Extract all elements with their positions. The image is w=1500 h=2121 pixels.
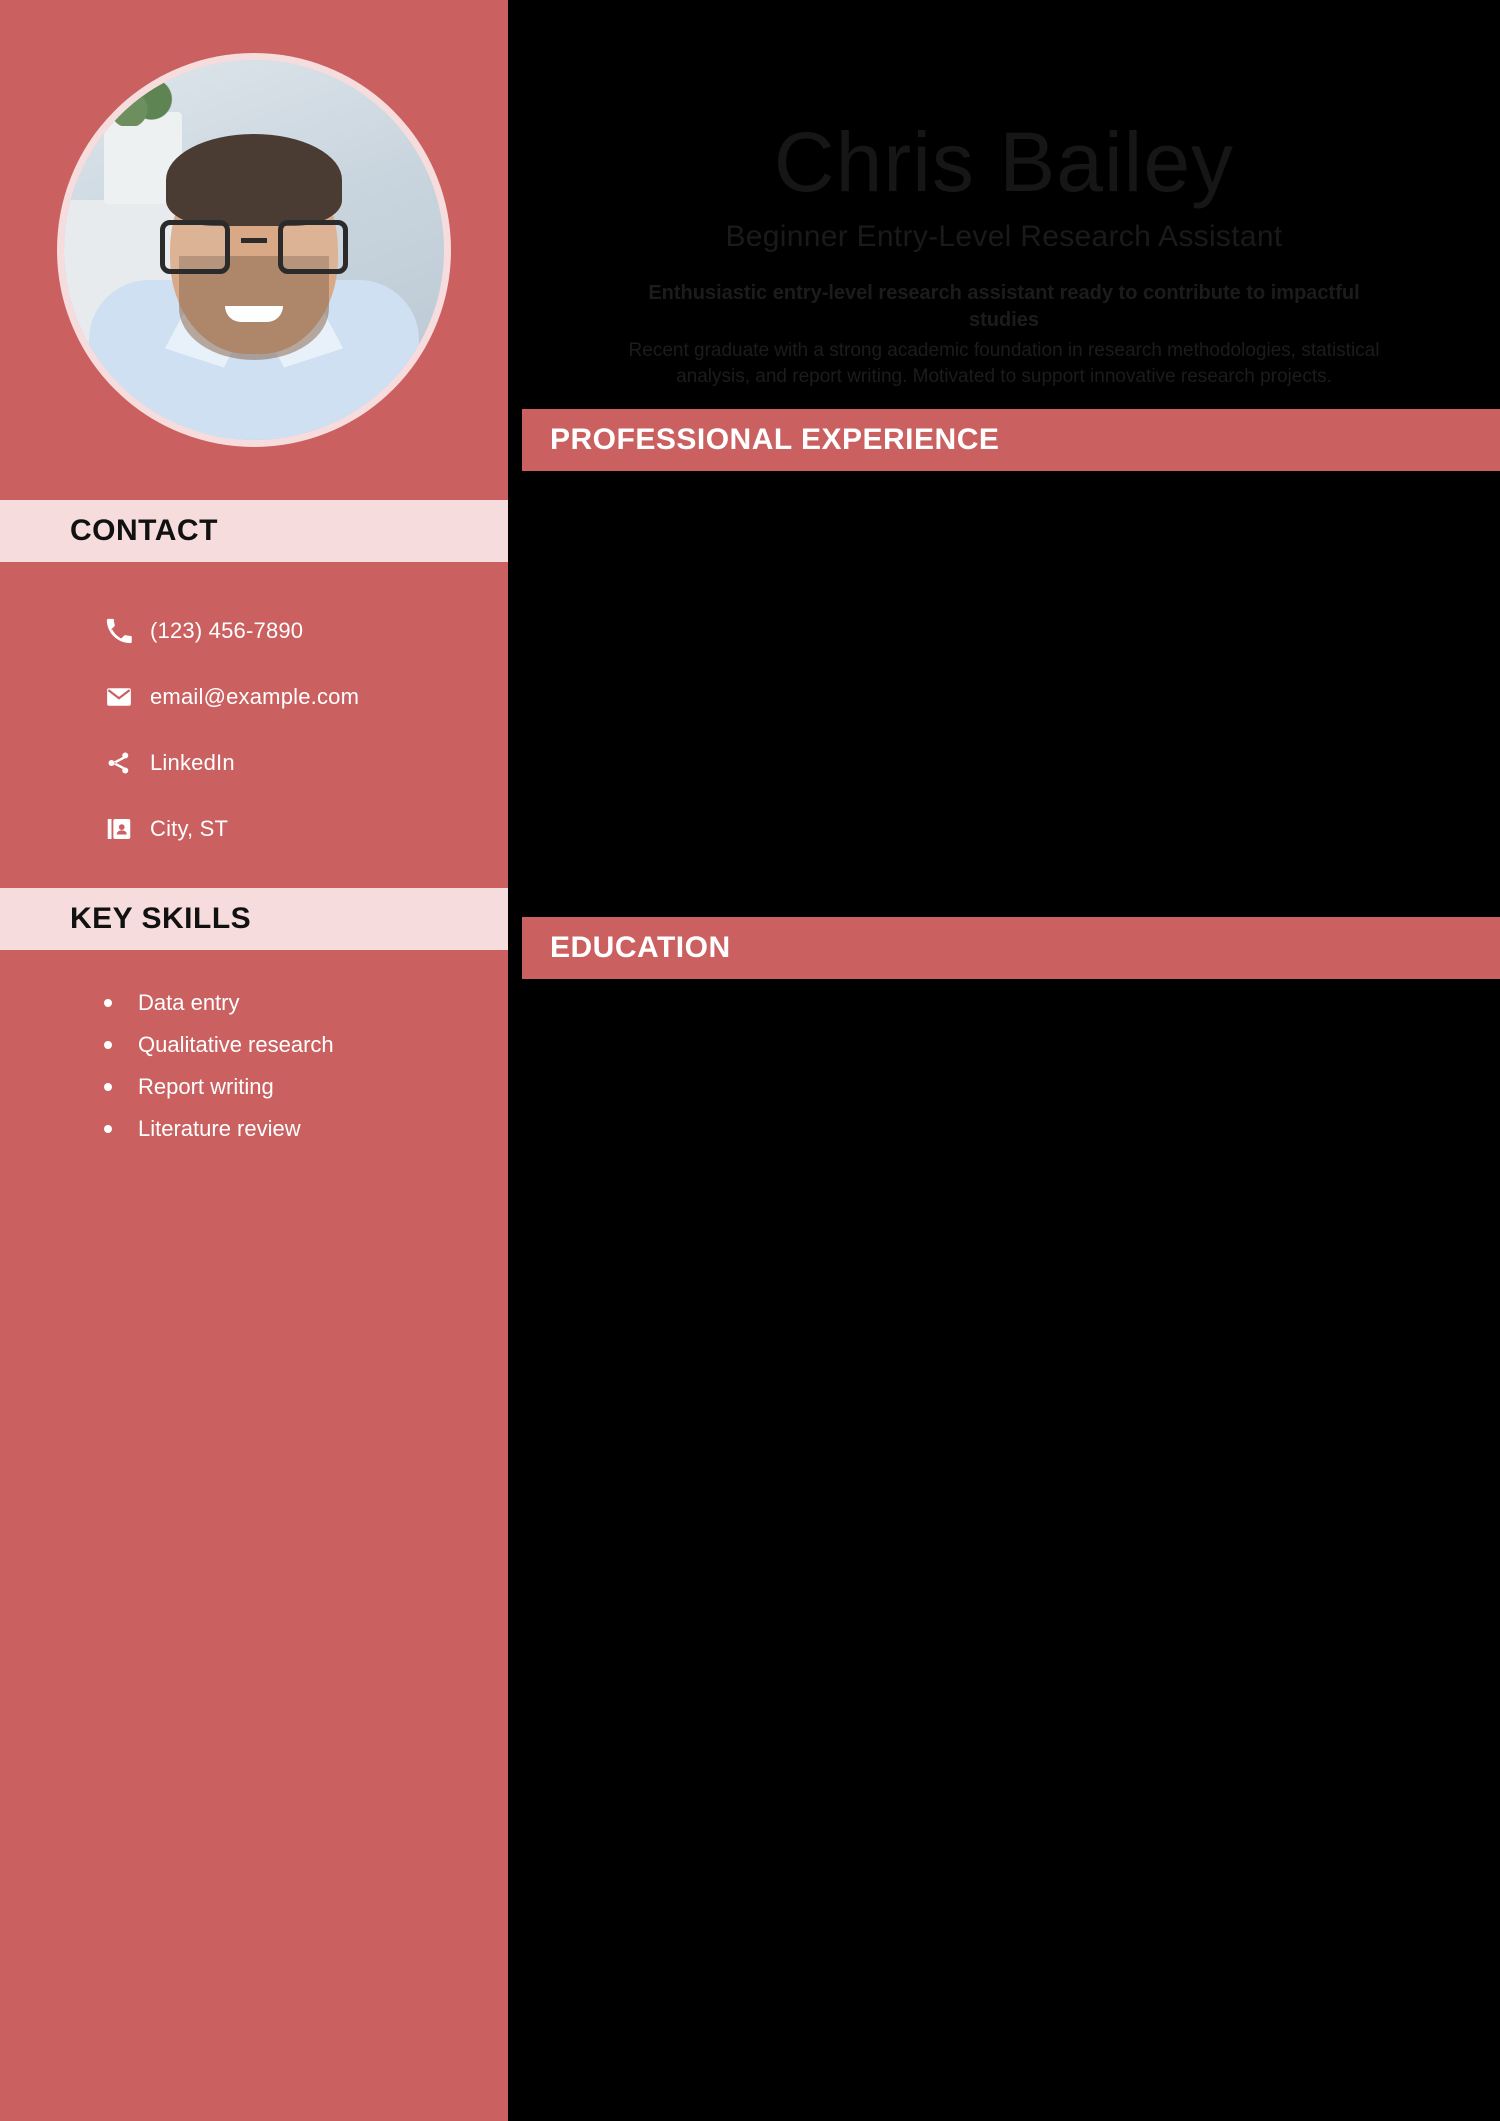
education-heading: EDUCATION bbox=[550, 931, 731, 965]
photo-area bbox=[0, 0, 508, 500]
bullet-icon bbox=[104, 1125, 112, 1133]
photo-glasses-bridge bbox=[241, 238, 267, 243]
list-item bbox=[104, 1066, 508, 1108]
linkedin-icon bbox=[104, 748, 150, 778]
contact-list bbox=[0, 562, 508, 888]
photo-hair bbox=[166, 134, 342, 226]
contact-location-value: City, ST bbox=[150, 816, 229, 841]
skill-label: Qualitative research bbox=[138, 1032, 334, 1057]
contact-heading: CONTACT bbox=[70, 514, 218, 547]
contact-item-email bbox=[104, 664, 508, 730]
education-section-header bbox=[522, 917, 1500, 979]
list-item bbox=[104, 982, 508, 1024]
education-content bbox=[508, 979, 1500, 989]
skills-section-header bbox=[0, 888, 508, 950]
page-title: Chris Bailey bbox=[773, 115, 1235, 209]
photo-glasses-right bbox=[278, 220, 348, 274]
bullet-icon bbox=[104, 999, 112, 1007]
photo-glasses-left bbox=[160, 220, 230, 274]
list-item bbox=[104, 1108, 508, 1150]
contact-email-value: email@example.com bbox=[150, 684, 360, 709]
sidebar bbox=[0, 0, 508, 2121]
skills-heading: KEY SKILLS bbox=[70, 902, 252, 935]
skill-label: Data entry bbox=[138, 990, 240, 1015]
summary-body: Recent graduate with a strong academic foundation in research methodologies, statistical analysis, and report writing. Motivated to support innovative research projects. bbox=[628, 340, 1380, 387]
bullet-icon bbox=[104, 1083, 112, 1091]
experience-section-header bbox=[522, 409, 1500, 471]
location-icon bbox=[104, 814, 150, 844]
experience-heading: PROFESSIONAL EXPERIENCE bbox=[550, 423, 1000, 457]
summary-headline: Enthusiastic entry-level research assistant ready to contribute to impactful studies bbox=[648, 282, 1360, 331]
resume-header bbox=[508, 0, 1500, 389]
skill-label: Literature review bbox=[138, 1116, 301, 1141]
contact-phone-value: (123) 456-7890 bbox=[150, 618, 304, 643]
bullet-icon bbox=[104, 1041, 112, 1049]
skill-label: Report writing bbox=[138, 1074, 274, 1099]
main-column bbox=[508, 0, 1500, 2121]
experience-content bbox=[508, 471, 1500, 481]
skills-list bbox=[0, 950, 508, 1150]
list-item bbox=[104, 1024, 508, 1066]
contact-item-location bbox=[104, 796, 508, 862]
phone-icon bbox=[104, 616, 150, 646]
photo-smile bbox=[225, 306, 283, 322]
contact-item-linkedin bbox=[104, 730, 508, 796]
contact-linkedin-value: LinkedIn bbox=[150, 750, 235, 775]
job-title: Beginner Entry-Level Research Assistant bbox=[725, 220, 1283, 253]
photo-plant bbox=[108, 70, 178, 126]
avatar-image bbox=[64, 60, 444, 440]
avatar bbox=[57, 53, 451, 447]
email-icon bbox=[104, 682, 150, 712]
contact-item-phone bbox=[104, 598, 508, 664]
contact-section-header bbox=[0, 500, 508, 562]
